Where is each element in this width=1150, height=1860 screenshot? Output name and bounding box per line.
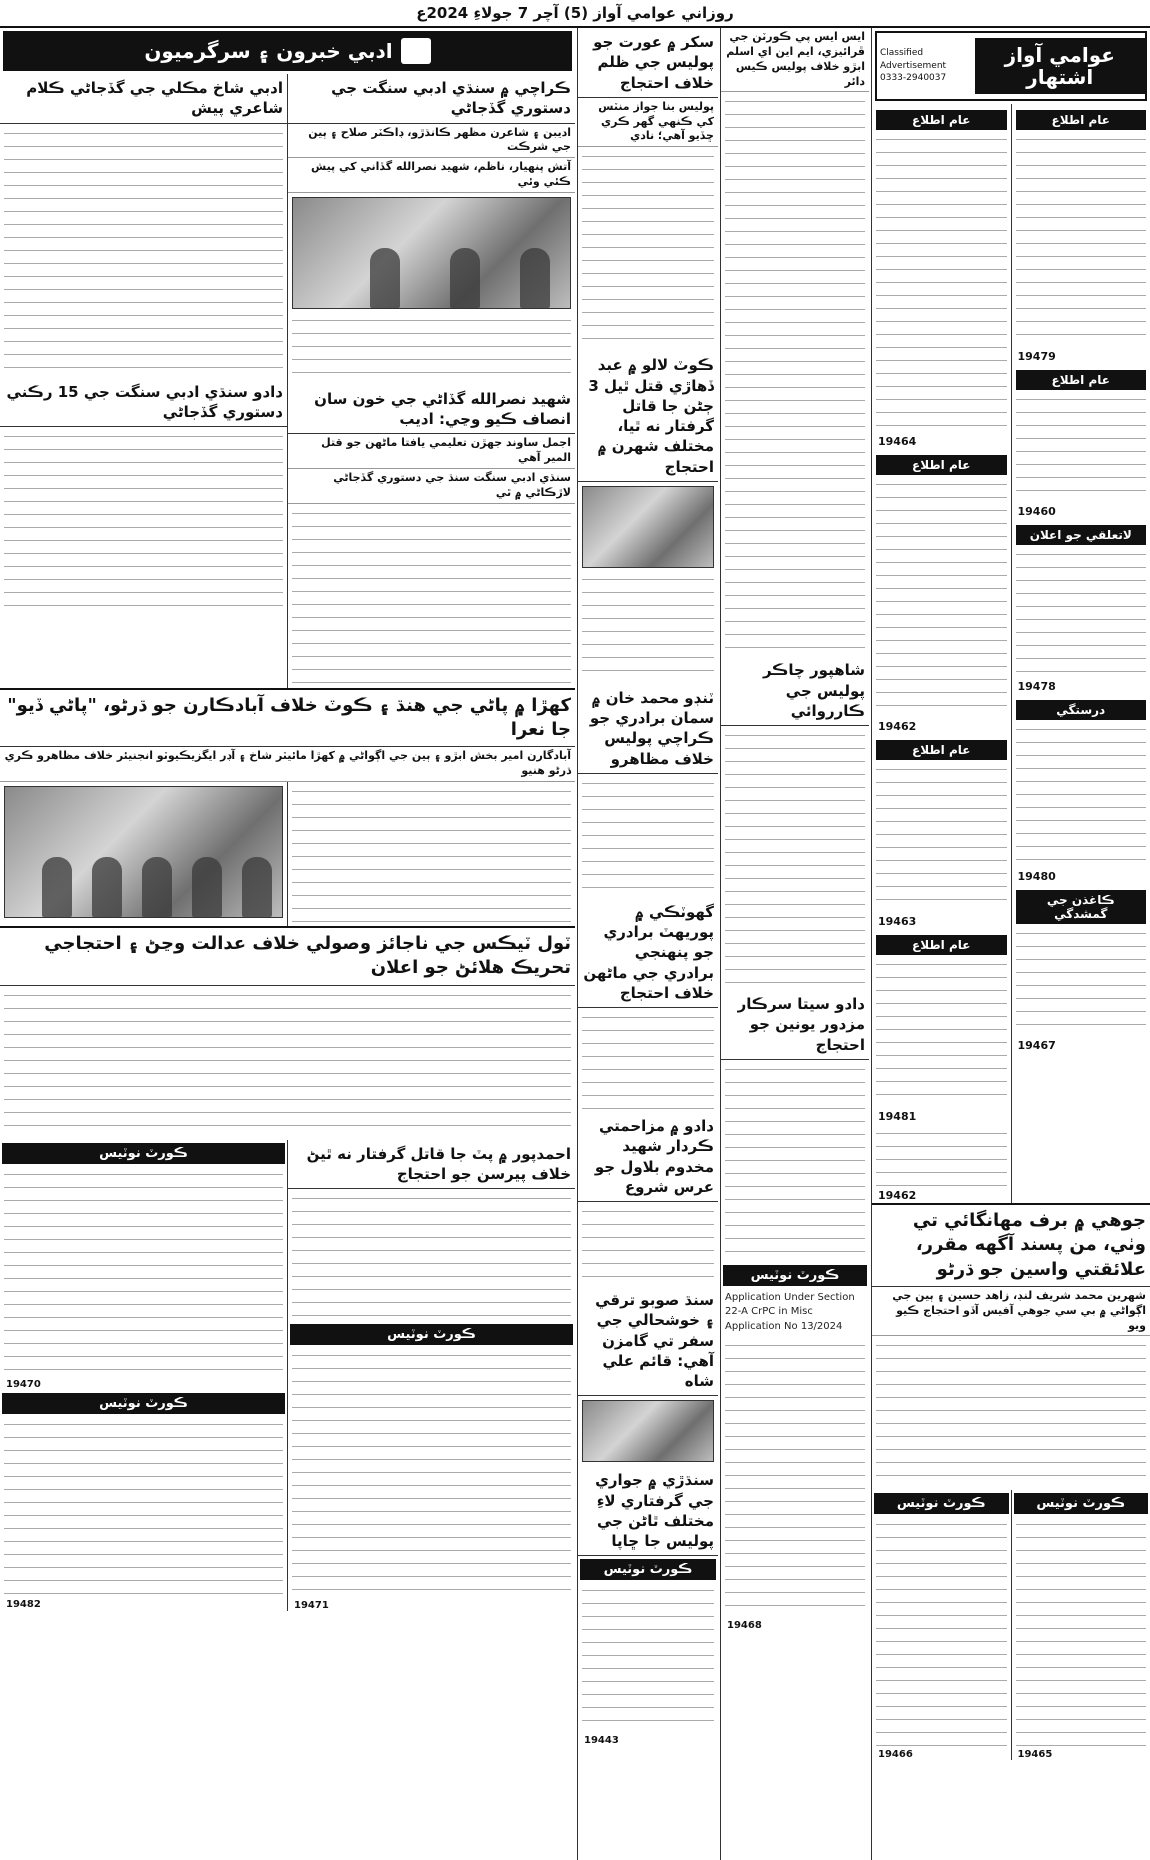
- court-notice-number: 19465: [1017, 1749, 1053, 1761]
- ad-text: [1016, 926, 1147, 1036]
- news-headline: احمدپور ۾ پٽ جا قاتل گرفتار نه ٿيڻ خلاف پيرسن جو احتجاج: [288, 1140, 575, 1190]
- news-column-d: [0, 28, 575, 1860]
- ad-title: عام اطلاع: [876, 110, 1007, 130]
- news-column-c: [577, 28, 718, 1860]
- ad-number: 19479: [1017, 350, 1056, 363]
- court-notice-number: 19471: [294, 1600, 329, 1612]
- literary-photo: [292, 197, 571, 309]
- court-notice-number: 19482: [6, 1598, 41, 1610]
- literary-sub: سنڌي ادبي سنگت سنڌ جي دستوري گڏجاڻي لاڙڪاڻي ۾ ٿي: [288, 469, 575, 504]
- news-headline: دادو ۾ مزاحمتي ڪردار شهيد مخدوم بلاول جو عرس شروع: [578, 1112, 718, 1202]
- ad-title: عام اطلاع: [1016, 370, 1147, 390]
- news-headline: دادو سيتا سرڪار مزدور يونين جو احتجاج: [721, 990, 869, 1060]
- ad-text: [876, 132, 1007, 432]
- news-sub: پوليس بنا جواز منٽس کي ڪنهي گهر ڪري ڇڏيو آهي؛ نادي: [578, 98, 718, 148]
- protest-photo-col: [0, 782, 287, 926]
- classified-subcol-right: [1011, 104, 1150, 1203]
- news-text: [582, 572, 714, 682]
- court-notice-title: ڪورٽ نوٽيس: [874, 1493, 1009, 1514]
- court-notice-number: 19468: [727, 1620, 762, 1632]
- news-headline: ڪوٽ لالو ۾ عبد ڏهاڙي قتل ٿيل 3 ڄڻن جا قاتل گرفتار نه ٿيا، مختلف شهرن ۾ احتجاج: [578, 351, 718, 482]
- news-text: [725, 94, 865, 654]
- literary-side-headline: دادو سنڌي ادبي سنگت جي 15 رڪني دستوري گڏجاڻي: [0, 378, 287, 428]
- news-text: [4, 988, 571, 1138]
- ad-number: 19478: [1017, 680, 1056, 693]
- news-headline: کهڙا ۾ پاڻي جي هنڌ ۽ ڪوٽ خلاف آبادڪارن جو ڌرڻو، "پاڻي ڏيو" جا نعرا: [0, 688, 575, 748]
- literary-banner: [3, 31, 572, 71]
- bottom-feature-text: [876, 1338, 1146, 1488]
- literary-text: [4, 429, 283, 609]
- news-headline: ٽول ٽيڪس جي ناجائز وصولي خلاف عدالت وڃڻ ۽ احتجاجي تحريڪ هلائڻ جو اعلان: [0, 926, 575, 986]
- court-notice-text: [876, 1517, 1007, 1747]
- ad-title: عام اطلاع: [876, 935, 1007, 955]
- court-notice-title: ڪورٽ نوٽيس: [723, 1265, 867, 1286]
- court-notice-box: [1011, 1490, 1150, 1760]
- ad-number: 19462: [878, 1189, 917, 1202]
- ad-title: لاتعلقي جو اعلان: [1016, 525, 1147, 545]
- literary-text: [292, 313, 571, 383]
- literary-sub: اجمل ساوند جهڙن تعليمي يافتا ماڻهن جو قتل المير آهي: [288, 434, 575, 469]
- literary-sub: اديبن ۽ شاعرن مظهر ڪانڌڙو، ڊاڪٽر صلاح ۽ ٻين جي شرڪت: [288, 124, 575, 159]
- court-notice-text: [1016, 1517, 1147, 1747]
- news-headline: گهوٽڪي ۾ پوريهٽ برادري جو پنهنجي برادري جي ماڻهن خلاف احتجاج: [578, 898, 718, 1008]
- news-text: [582, 149, 714, 349]
- literary-section: [0, 74, 575, 688]
- court-notice-text: [725, 1338, 865, 1618]
- literary-text: [292, 506, 571, 686]
- classified-phone: 0333-2940037: [880, 73, 947, 84]
- news-headline: سکر ۾ عورت جو پوليس جي ظلم خلاف احتجاج: [578, 28, 718, 98]
- ad-text: [876, 762, 1007, 912]
- court-notice-title: ڪورٽ نوٽيس: [290, 1324, 573, 1345]
- ad-title: ڪاغذن جي گمشدگي: [1016, 890, 1147, 924]
- protest-section: [0, 782, 575, 926]
- literary-headline: ڪراچي ۾ سنڌي ادبي سنگت جي دستوري گڏجاڻي: [288, 74, 575, 124]
- court-notice-title: ڪورٽ نوٽيس: [2, 1393, 285, 1414]
- news-text: [582, 776, 714, 896]
- court-notice-title: ڪورٽ نوٽيس: [2, 1143, 285, 1164]
- literary-headline: شهيد نصرالله گڏاڻي جي خون سان انصاف ڪيو وڃي: اديب: [288, 385, 575, 435]
- classified-contact: [877, 44, 975, 88]
- news-photo: [582, 1400, 714, 1462]
- court-notice-text: [4, 1167, 283, 1377]
- classified-grid: [872, 104, 1150, 1203]
- classified-subcol-left: [872, 104, 1011, 1203]
- masthead: روزاني عوامي آواز (5) آچر 7 جولاءِ 2024ع: [0, 0, 1150, 28]
- ad-text: [1016, 132, 1147, 347]
- bottom-feature-sub: شهرين محمد شريف لنڊ، زاهد حسين ۽ ٻين جي اڳواڻي ۾ بي سي جوهي آفيس آڏو احتجاج ڪيو ويو: [872, 1287, 1150, 1337]
- court-notice-number: 19443: [584, 1735, 619, 1747]
- news-text: [292, 1191, 571, 1321]
- court-notice-number: 19466: [878, 1749, 913, 1761]
- literary-main: [287, 74, 575, 688]
- classified-label: Classified Advertisement: [880, 48, 947, 71]
- ad-title: درستگي: [1016, 700, 1147, 720]
- book-icon: [401, 38, 431, 64]
- classified-logo: عوامي آواز اشتهار: [975, 38, 1145, 94]
- news-sub: آبادگارن امير بخش ابڙو ۽ ٻين جي اڳواڻي ۾ کهڙا مائيٽر شاخ ۽ آڊر ايگزيڪيوٽو انجنيئر خلاف مظاهرو ڪري ڌرڻو هنيو: [0, 747, 575, 782]
- news-headline: شاهپور چاڪر پوليس جي ڪارروائي: [721, 656, 869, 726]
- lower-section: [0, 1140, 575, 1612]
- ad-text: [1016, 722, 1147, 867]
- protest-text-col: [287, 782, 575, 926]
- ad-number: 19480: [1017, 870, 1056, 883]
- news-text: [292, 784, 571, 924]
- court-notice-title: ڪورٽ نوٽيس: [580, 1559, 716, 1580]
- court-notice-text: [292, 1348, 571, 1598]
- news-text: [725, 728, 865, 988]
- ad-number: 19464: [878, 435, 917, 448]
- news-column-b: [720, 28, 869, 1860]
- court-notice-text: [4, 1417, 283, 1597]
- court-notice-text: [582, 1583, 714, 1733]
- ad-number: 19460: [1017, 505, 1056, 518]
- ad-title: عام اطلاع: [1016, 110, 1147, 130]
- news-text: [725, 1062, 865, 1262]
- news-text: [582, 1204, 714, 1284]
- literary-banner-title: ادبي خبرون ۽ سرگرميون: [144, 39, 393, 63]
- bottom-court-notices: [872, 1490, 1150, 1760]
- top-note: ايس ايس پي ڪورٽن جي ڦرائيزي، ايم اين اي اسلم ابڙو خلاف پوليس ڪيس دائر: [721, 28, 869, 92]
- ad-title: عام اطلاع: [876, 455, 1007, 475]
- court-notice-box: [872, 1490, 1011, 1760]
- ad-text: [876, 477, 1007, 717]
- literary-side: [0, 74, 287, 688]
- classified-column: [871, 28, 1150, 1860]
- ad-text: [1016, 392, 1147, 502]
- news-text: [582, 1010, 714, 1110]
- ad-number: 19481: [878, 1110, 917, 1123]
- classified-brand: [875, 31, 1147, 101]
- court-notice-title: ڪورٽ نوٽيس: [1014, 1493, 1149, 1514]
- court-notice-english: Application Under Section 22-A CrPC in Misc Application No 13/2024: [725, 1291, 855, 1332]
- literary-text: [4, 126, 283, 376]
- court-notice-number: 19470: [6, 1378, 41, 1390]
- ad-number: 19467: [1017, 1039, 1056, 1052]
- ad-number: 19462: [878, 720, 917, 733]
- ad-number: 19463: [878, 915, 917, 928]
- literary-sub: آتش پنهيار، ناظم، شهيد نصرالله گڏاني کي پيش ڪئي وئي: [288, 158, 575, 193]
- literary-side-headline: ادبي شاخ مڪلي جي گڏجاڻي ڪلام شاعري پيش: [0, 74, 287, 124]
- news-headline: سنڌ صوبو ترقي ۽ خوشحالي جي سفر تي گامزن آهي: قائم علي شاه: [578, 1286, 718, 1396]
- ad-title: عام اطلاع: [876, 740, 1007, 760]
- news-headline: سنڌڙي ۾ جواري جي گرفتاري لاءِ مختلف ٿاڻن جي پوليس جا ڇاپا: [578, 1466, 718, 1556]
- news-headline: ٽنڊو محمد خان ۾ سمان برادري جو ڪراچي پوليس خلاف مظاهرو: [578, 684, 718, 774]
- protest-photo: [4, 786, 283, 918]
- lower-right: [287, 1140, 575, 1612]
- ad-text: [1016, 547, 1147, 677]
- ad-text: [876, 1126, 1007, 1186]
- news-photo: [582, 486, 714, 568]
- lower-left: [0, 1140, 287, 1612]
- bottom-feature-headline: جوهي ۾ برف مهانگائي تي وٺي، من پسند آگهه مقرر، علائقتي واسين جو ڌرڻو: [872, 1203, 1150, 1287]
- ad-text: [876, 957, 1007, 1107]
